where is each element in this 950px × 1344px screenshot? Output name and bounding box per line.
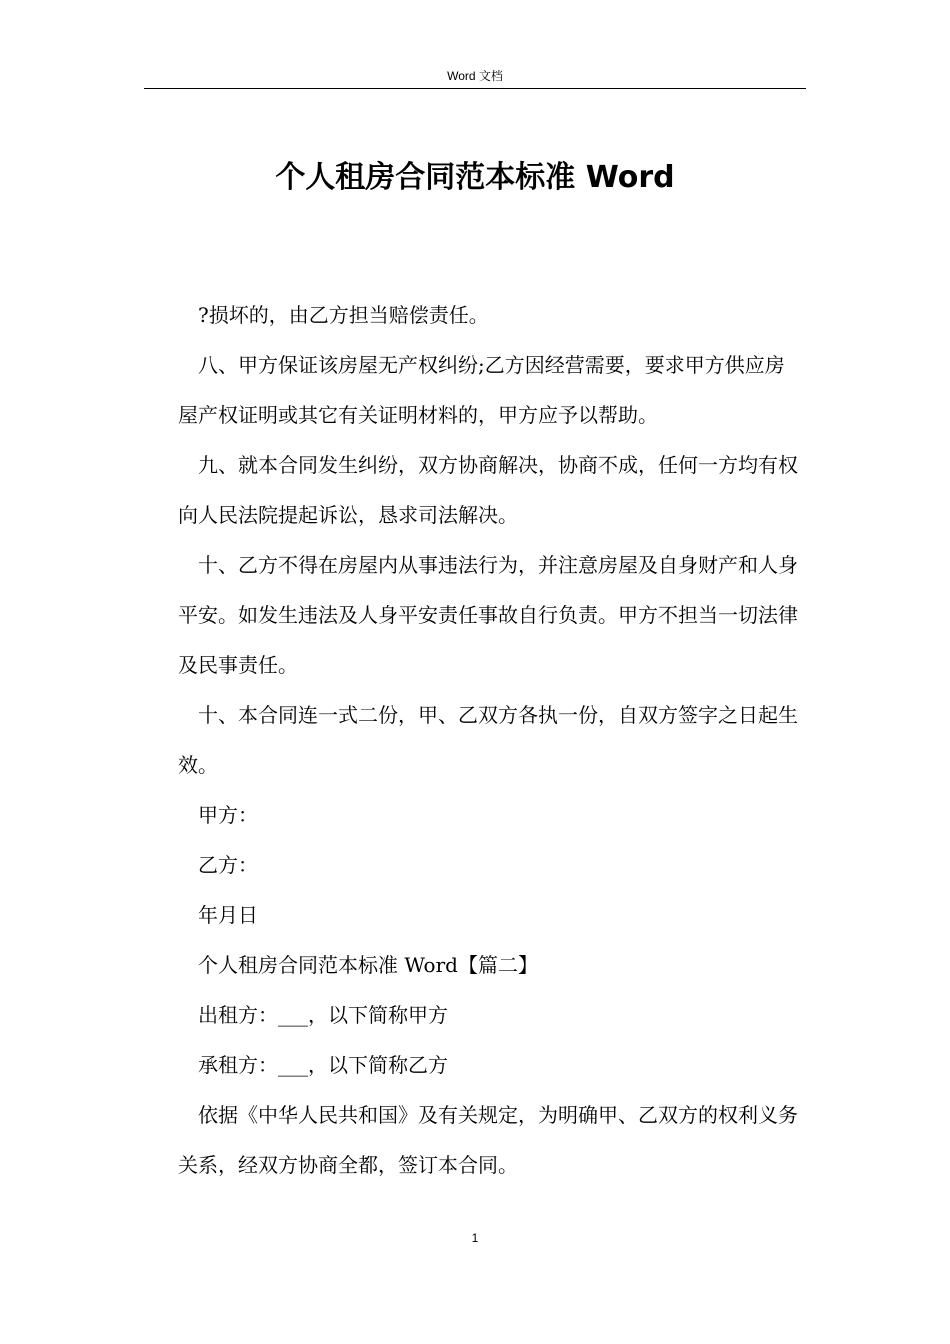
date-line: 年月日 xyxy=(198,903,258,927)
document-title: 个人租房合同范本标准 Word xyxy=(275,160,675,195)
paragraph: 八、甲方保证该房屋无产权纠纷;乙方因经营需要，要求甲方供应房屋产权证明或其它有关证明材料的，甲方应予以帮助。 xyxy=(178,353,785,427)
paragraph: 依据《中华人民共和国》及有关规定，为明确甲、乙双方的权利义务关系，经双方协商全都，签订本合同。 xyxy=(178,1103,798,1177)
lessor-line: 出租方：___，以下简称甲方 xyxy=(198,1003,448,1027)
document-body xyxy=(178,290,804,1190)
party-b-signature-line: 乙方： xyxy=(198,853,258,877)
header-divider xyxy=(144,88,806,89)
paragraph: 九、就本合同发生纠纷，双方协商解决，协商不成，任何一方均有权向人民法院提起诉讼，恳求司法解决。 xyxy=(178,453,798,527)
section-heading: 个人租房合同范本标准 Word【篇二】 xyxy=(198,953,538,977)
page-number: 1 xyxy=(471,1231,479,1245)
lessee-line: 承租方：___，以下简称乙方 xyxy=(198,1053,448,1077)
paragraph: ?损坏的，由乙方担当赔偿责任。 xyxy=(198,303,489,327)
party-a-signature-line: 甲方： xyxy=(198,803,258,827)
paragraph: 十、本合同连一式二份，甲、乙双方各执一份，自双方签字之日起生效。 xyxy=(178,703,798,777)
page-header: Word 文档 xyxy=(447,69,503,83)
paragraph: 十、乙方不得在房屋内从事违法行为，并注意房屋及自身财产和人身平安。如发生违法及人身平安责任事故自行负责。甲方不担当一切法律及民事责任。 xyxy=(178,553,798,677)
